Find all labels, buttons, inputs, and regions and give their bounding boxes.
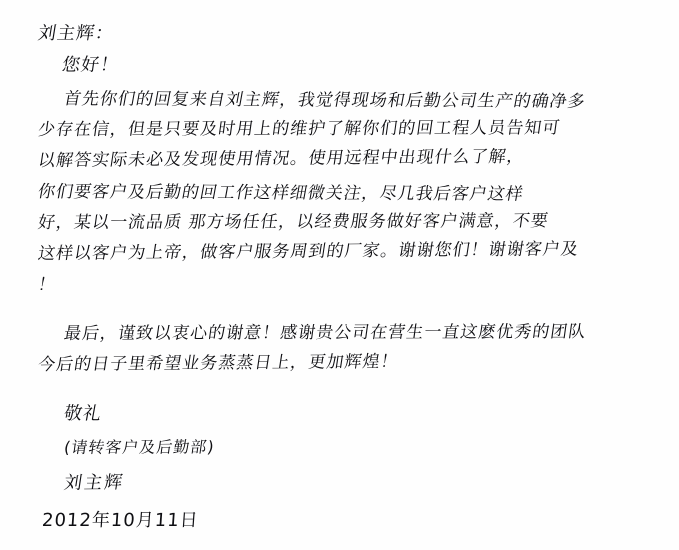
- note: (请转客户及后勤部): [62, 437, 216, 457]
- paragraph-2: [38, 319, 646, 381]
- closing-spacer: [38, 381, 646, 397]
- paragraph-1-line: 首先你们的回复来自刘主辉，我觉得现场和后勤公司生产的确净多: [62, 89, 588, 112]
- letter-body: [38, 18, 646, 539]
- paragraph-1-line: 好，某以一流品质 那方场任任，以经费服务做好客户满意，不要: [36, 211, 551, 233]
- paragraph-1-line: 以解答实际未必及发现使用情况。使用远程中出现什么了解，: [36, 146, 527, 171]
- paragraph-2-line: 最后，谨致以衷心的谢意！感谢贵公司在营生一直这麽优秀的团队: [62, 322, 588, 344]
- salutation: 刘主辉：: [36, 23, 116, 44]
- closing: 敬礼: [62, 403, 104, 425]
- paragraph-2-line: 今后的日子里希望业务蒸蒸日上，更加辉煌！: [36, 351, 401, 375]
- paragraph-1-line: 这样以客户为上帝，做客户服务周到的厂家。谢谢您们！谢谢客户及: [36, 239, 581, 264]
- date: 2012年10月11日: [41, 510, 200, 531]
- greeting: 您好！: [60, 54, 121, 76]
- paragraph-1-line: 少存在信，但是只要及时用上的维护了解你们的回工程人员告知可: [36, 118, 562, 140]
- paragraph-1-line: ！: [36, 275, 58, 296]
- paragraph-1: [38, 84, 646, 301]
- signature: 刘主辉: [62, 472, 126, 494]
- paragraph-1-line: 你们要客户及后勤的回工作这样细微关注，尽几我后客户这样: [36, 182, 526, 205]
